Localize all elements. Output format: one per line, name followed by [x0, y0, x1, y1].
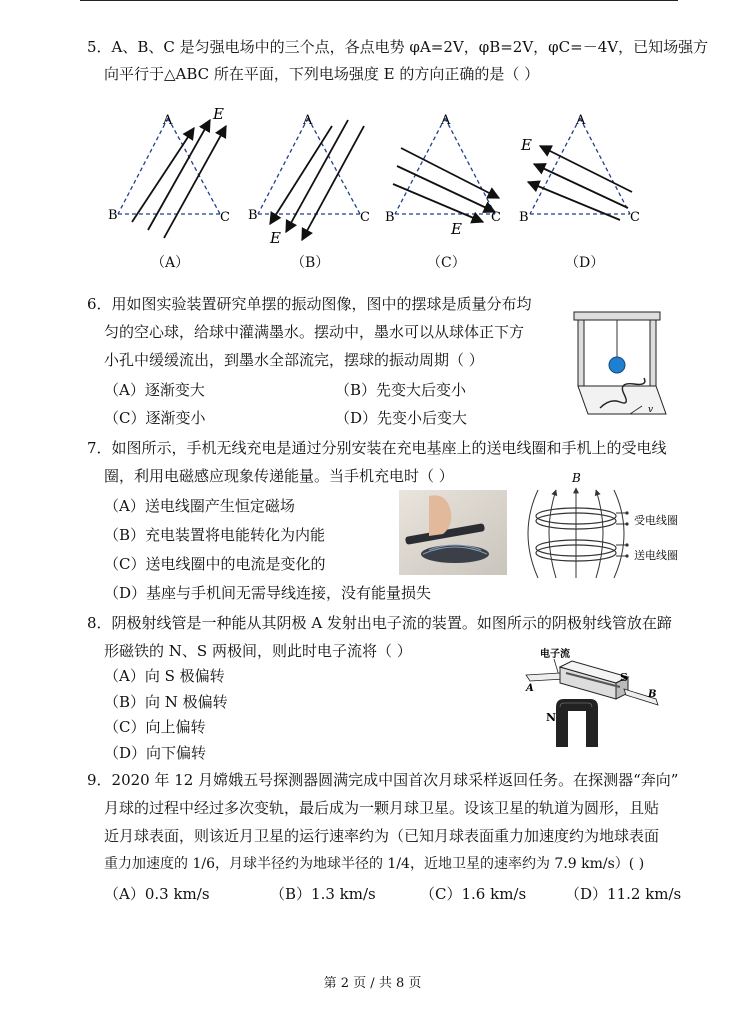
q6-option-a: （A）逐渐变大 — [104, 381, 205, 399]
svg-text:B: B — [648, 689, 657, 700]
coil-diagram — [520, 468, 690, 583]
q7-option-a: （A）送电线圈产生恒定磁场 — [104, 497, 295, 515]
svg-text:C: C — [630, 210, 640, 225]
q5-caption-d: （D） — [565, 255, 605, 271]
q6-line-2: 匀的空心球，给球中灌满墨水。摆动中，墨水可以从球体正下方 — [104, 323, 525, 341]
svg-text:B: B — [248, 208, 258, 223]
q7-line-1: 7．如图所示，手机无线充电是通过分别安装在充电基座上的送电线圈和手机上的受电线 — [87, 439, 667, 457]
vertex-b-label: B — [108, 208, 118, 223]
cathode-ray-tube-figure — [520, 645, 670, 760]
svg-text:C: C — [491, 210, 501, 225]
svg-text:B: B — [385, 210, 395, 225]
top-rule — [80, 0, 678, 1]
q5-caption-c: （C） — [427, 255, 466, 271]
q5-figure-c — [383, 100, 508, 245]
q9-line-4: 重力加速度的 1/6，月球半径约为地球半径的 1/4，近地卫星的速率约为 7.9 km/s）( ) — [104, 856, 645, 872]
vertex-a-label: A — [163, 113, 173, 128]
svg-text:E: E — [270, 229, 281, 247]
q6-option-c: （C）逐渐变小 — [104, 409, 206, 427]
q6-option-b: （B）先变大后变小 — [335, 381, 467, 399]
q7-option-d: （D）基座与手机间无需导线连接，没有能量损失 — [104, 584, 432, 602]
vertex-c-label: C — [220, 210, 230, 225]
pendulum-ball — [609, 357, 625, 373]
svg-text:N: N — [546, 711, 557, 724]
q5-figure-b — [248, 100, 378, 250]
svg-text:受电线圈: 受电线圈 — [634, 514, 678, 527]
svg-text:送电线圈: 送电线圈 — [634, 549, 678, 562]
svg-text:A: A — [303, 113, 313, 128]
q8-option-a: （A）向 S 极偏转 — [104, 667, 225, 685]
q8-option-b: （B）向 N 极偏转 — [104, 693, 228, 711]
svg-text:B: B — [572, 471, 581, 485]
q9-line-1: 9．2020 年 12 月嫦娥五号探测器圆满完成中国首次月球采样返回任务。在探测器“奔向” — [87, 771, 679, 789]
svg-text:S: S — [620, 671, 628, 684]
q9-option-a: （A）0.3 km/s — [104, 885, 210, 903]
svg-text:B: B — [519, 210, 529, 225]
q6-line-1: 6．用如图实验装置研究单摆的振动图像，图中的摆球是质量分布均 — [87, 295, 532, 313]
q5-caption-a: （A） — [151, 255, 190, 271]
q5-line-1: 5．A、B、C 是匀强电场中的三个点，各点电势 φA=2V，φB=2V，φC=－4V，已知场强方 — [87, 38, 709, 56]
svg-text:E: E — [451, 220, 462, 238]
q8-option-d: （D）向下偏转 — [104, 744, 207, 762]
q9-option-b: （B）1.3 km/s — [270, 885, 376, 903]
svg-text:A: A — [576, 113, 586, 128]
svg-text:A: A — [441, 113, 451, 128]
q7-line-2: 圈，利用电磁感应现象传递能量。当手机充电时（ ） — [104, 467, 454, 485]
svg-text:E: E — [521, 136, 532, 154]
svg-text:C: C — [360, 210, 370, 225]
q8-option-c: （C）向上偏转 — [104, 718, 206, 736]
q9-option-c: （C）1.6 km/s — [420, 885, 527, 903]
q6-line-3: 小孔中缓缓流出，到墨水全部流完，摆球的振动周期（ ） — [104, 351, 484, 369]
svg-text:A: A — [526, 683, 534, 694]
q5-figure-a — [108, 100, 243, 245]
q8-line-1: 8．阴极射线管是一种能从其阴极 A 发射出电子流的装置。如图所示的阴极射线管放在蹄 — [87, 614, 672, 632]
pendulum-figure — [570, 310, 670, 420]
q5-caption-b: （B） — [291, 255, 330, 271]
q9-line-2: 月球的过程中经过多次变轨，最后成为一颗月球卫星。设该卫星的轨道为圆形，且贴 — [104, 799, 660, 817]
q6-option-d: （D）先变小后变大 — [335, 409, 468, 427]
field-e-label: E — [213, 105, 224, 123]
q9-line-3: 近月球表面，则该近月卫星的运行速率约为（已知月球表面重力加速度约为地球表面 — [104, 827, 660, 845]
wireless-charger-photo — [399, 490, 507, 575]
q5-figure-d — [516, 100, 646, 245]
page-footer: 第 2 页 / 共 8 页 — [323, 976, 422, 991]
q9-option-d: （D）11.2 km/s — [565, 885, 682, 903]
svg-text:v: v — [648, 405, 654, 415]
q5-line-2: 向平行于△ABC 所在平面，下列电场强度 E 的方向正确的是（ ） — [104, 65, 540, 83]
q8-line-2: 形磁铁的 N、S 两极间，则此时电子流将（ ） — [104, 642, 412, 660]
svg-text:电子流: 电子流 — [540, 649, 570, 660]
q7-option-b: （B）充电装置将电能转化为内能 — [104, 526, 326, 544]
q7-option-c: （C）送电线圈中的电流是变化的 — [104, 555, 326, 573]
